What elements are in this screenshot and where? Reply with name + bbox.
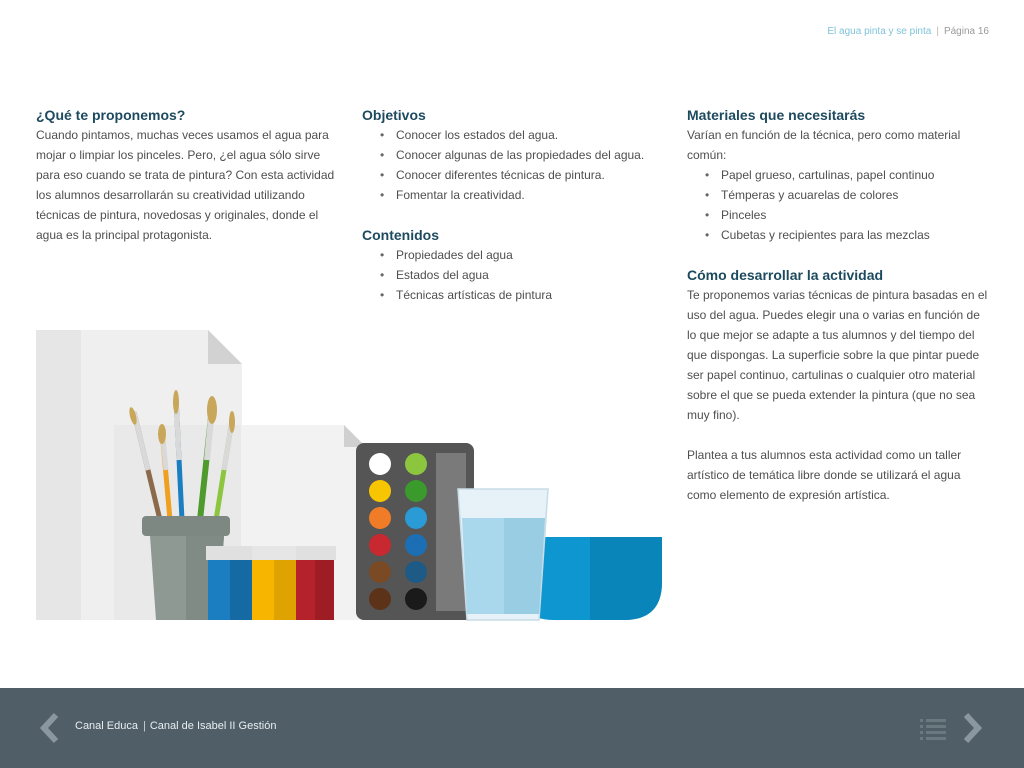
list-item: • Fomentar la creatividad. (362, 185, 662, 205)
activity-text-2: Plantea a tus alumnos esta actividad como un taller artístico de temática libre donde se utilizará el agua como elemento de expresión artística. (687, 448, 962, 502)
activity-text-1: Te proponemos varias técnicas de pintura basadas en el uso del agua. Puedes elegir una o varias en función de lo que mejor se adapte a tus alumnos y del tiempo del que dispongas. La superficie sobre la que pintar puede ser papel continuo, cartulinas o cualquier otro material sobre el que se pueda extender la pintura (que no sea muy fino). (687, 288, 988, 422)
table-of-contents-button[interactable] (920, 718, 946, 740)
paint-jar-yellow-icon (252, 546, 296, 620)
section-materials (687, 105, 992, 505)
brand-separator: | (143, 720, 146, 732)
list-item: • Conocer algunas de las propiedades del agua. (362, 145, 662, 165)
objectives-heading: Objetivos (362, 107, 426, 123)
activity-heading: Cómo desarrollar la actividad (687, 267, 884, 283)
list-item: • Conocer diferentes técnicas de pintura. (362, 165, 662, 185)
painting-supplies-illustration (36, 330, 666, 622)
next-page-button[interactable] (960, 712, 984, 744)
previous-page-button[interactable] (38, 712, 62, 744)
brand-canal-educa: Canal Educa (75, 720, 138, 732)
brand-canal-isabel: Canal de Isabel II Gestión (149, 720, 277, 732)
paint-jar-blue-icon (206, 546, 252, 620)
document-title: El agua pinta y se pinta (827, 26, 932, 37)
proposal-heading: ¿Qué te proponemos? (36, 107, 186, 123)
section-goals (362, 105, 662, 305)
list-item: • Pinceles (687, 205, 992, 225)
list-menu-icon (920, 718, 946, 740)
chevron-left-icon (38, 712, 62, 744)
list-item: • Técnicas artísticas de pintura (362, 285, 662, 305)
list-item: • Propiedades del agua (362, 245, 662, 265)
page-header (827, 26, 989, 37)
paint-jar-red-icon (296, 546, 336, 620)
contents-heading: Contenidos (362, 227, 439, 243)
materials-list (687, 165, 992, 245)
water-glass-icon (458, 489, 548, 620)
list-item: • Papel grueso, cartulinas, papel continuo (687, 165, 992, 185)
proposal-text: Cuando pintamos, muchas veces usamos el agua para mojar o limpiar los pinceles. Pero, ¿el agua sólo sirve para eso cuando se trata de pintura? Con esta actividad los alumnos desarrollarán su creatividad utilizando técnicas de pintura, novedosas y originales, donde el agua es la principal protagonista. (36, 128, 335, 242)
objectives-list (362, 125, 662, 205)
contents-list (362, 245, 662, 305)
chevron-right-icon (960, 712, 984, 744)
list-item: • Estados del agua (362, 265, 662, 285)
footer-brand (75, 720, 276, 732)
watercolor-palette-icon (356, 443, 474, 620)
page-number: Página 16 (943, 26, 989, 37)
list-item: • Conocer los estados del agua. (362, 125, 662, 145)
list-item: • Témperas y acuarelas de colores (687, 185, 992, 205)
section-proposal (36, 105, 336, 245)
header-separator: | (936, 26, 939, 37)
materials-intro: Varían en función de la técnica, pero como material común: (687, 128, 961, 162)
list-item: • Cubetas y recipientes para las mezclas (687, 225, 992, 245)
footer-bar (0, 688, 1024, 768)
materials-heading: Materiales que necesitarás (687, 107, 866, 123)
